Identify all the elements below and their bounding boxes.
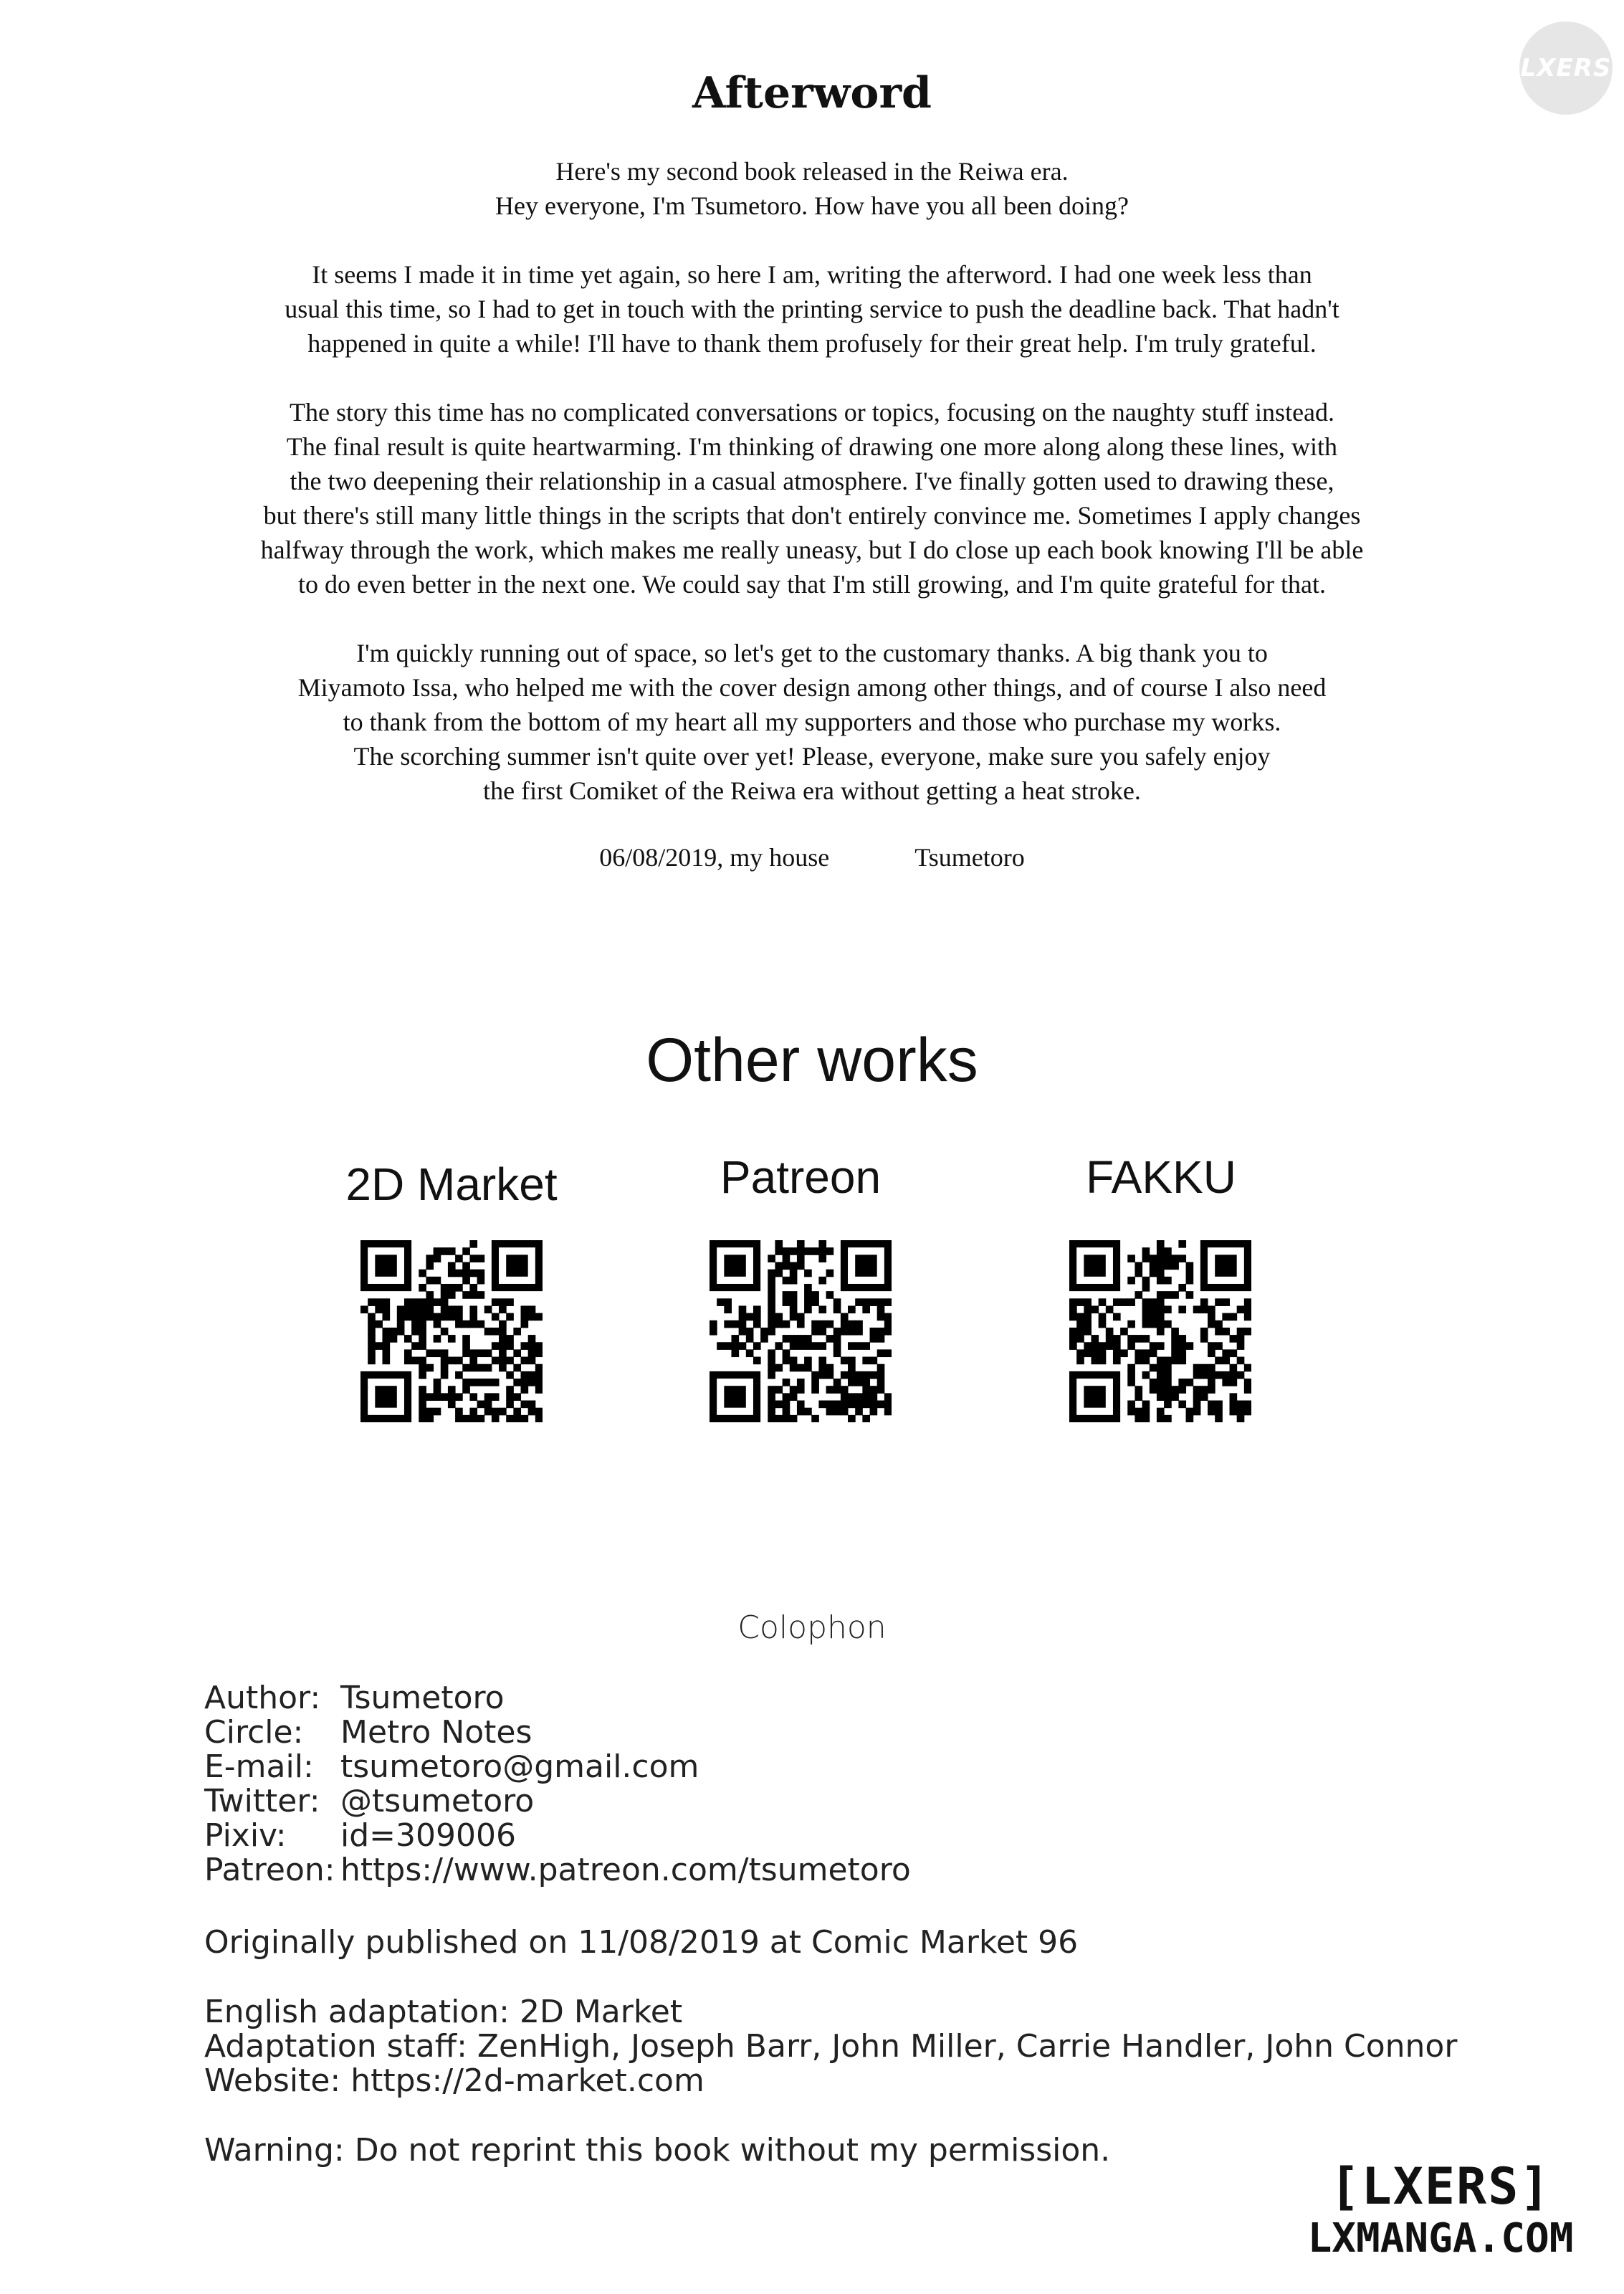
colophon-english-adaptation: English adaptation: 2D Market [204, 1994, 683, 2030]
watermark-logo-text: LXERS [1520, 54, 1612, 82]
text-line: happened in quite a while! I'll have to thank them profusely for their great help. I'm truly grateful. [307, 329, 1317, 358]
text-line: Miyamoto Issa, who helped me with the cover design among other things, and of course I also need [297, 673, 1327, 702]
text-line: the two deepening their relationship in a casual atmosphere. I've finally gotten used to drawing these, [290, 467, 1334, 495]
info-key: Twitter: [204, 1783, 320, 1819]
watermark-site-line2: LXMANGA.COM [1307, 2215, 1574, 2262]
info-key: Pixiv: [204, 1817, 287, 1854]
info-value: tsumetoro@gmail.com [340, 1748, 699, 1785]
colophon-warning: Warning: Do not reprint this book without my permission. [204, 2132, 1111, 2169]
colophon-row-pixiv [204, 1819, 911, 1853]
text-line: The scorching summer isn't quite over yet! Please, everyone, make sure you safely enjoy [353, 742, 1271, 771]
info-value: @tsumetoro [340, 1783, 535, 1819]
info-value: id=309006 [340, 1817, 516, 1854]
info-value: https://www.patreon.com/tsumetoro [340, 1852, 911, 1888]
info-value: Tsumetoro [340, 1680, 505, 1716]
afterword-signature [0, 842, 1624, 872]
afterword-paragraph [143, 636, 1481, 808]
afterword-body [143, 154, 1481, 842]
text-line: the first Comiket of the Reiwa era without getting a heat stroke. [483, 776, 1141, 805]
colophon-title: Colophon [737, 1609, 887, 1646]
text-line: halfway through the work, which makes me really uneasy, but I do close up each book knowing I'll be able [260, 536, 1364, 564]
colophon-row-patreon [204, 1853, 911, 1888]
colophon-row-author [204, 1681, 911, 1715]
afterword-title: Afterword [692, 68, 932, 118]
work-label-2d-market: 2D Market [345, 1158, 558, 1210]
afterword-paragraph [143, 154, 1481, 223]
info-key: Author: [204, 1680, 321, 1716]
work-label-fakku: FAKKU [1086, 1151, 1236, 1203]
text-line: The final result is quite heartwarming. I'm thinking of drawing one more along along these lines, with [286, 432, 1338, 461]
colophon-adaptation-staff: Adaptation staff: ZenHigh, Joseph Barr, John Miller, Carrie Handler, John Connor [204, 2028, 1458, 2065]
colophon-website: Website: https://2d-market.com [204, 2062, 704, 2099]
text-line: to thank from the bottom of my heart all my supporters and those who purchase my works. [343, 708, 1281, 736]
watermark-site-line1: [LXERS] [1329, 2157, 1552, 2216]
text-line: to do even better in the next one. We could say that I'm still growing, and I'm quite grateful for that. [297, 570, 1327, 599]
colophon-published: Originally published on 11/08/2019 at Comic Market 96 [204, 1924, 1079, 1961]
signature-place: 06/08/2019, my house [599, 843, 830, 872]
watermark-site [1290, 2158, 1591, 2262]
afterword-paragraph [143, 395, 1481, 601]
info-key: E-mail: [204, 1748, 314, 1785]
text-line: but there's still many little things in the scripts that don't entirely convince me. Sometimes I apply changes [263, 501, 1361, 530]
afterword-paragraph [143, 257, 1481, 361]
info-value: Metro Notes [340, 1714, 532, 1751]
text-line: Here's my second book released in the Reiwa era. [555, 157, 1069, 186]
work-label-patreon: Patreon [720, 1151, 882, 1203]
info-key: Circle: [204, 1714, 304, 1751]
text-line: I'm quickly running out of space, so let's get to the customary thanks. A big thank you to [356, 639, 1268, 667]
colophon-row-email [204, 1750, 911, 1784]
colophon-row-circle [204, 1715, 911, 1750]
text-line: It seems I made it in time yet again, so here I am, writing the afterword. I had one week less than [312, 260, 1312, 289]
qr-code-2d-market[interactable] [360, 1240, 543, 1422]
signature-name: Tsumetoro [914, 843, 1025, 872]
text-line: Hey everyone, I'm Tsumetoro. How have you all been doing? [495, 191, 1129, 220]
other-works-title: Other works [646, 1026, 978, 1095]
qr-code-fakku[interactable] [1069, 1240, 1251, 1422]
text-line: The story this time has no complicated conversations or topics, focusing on the naughty stuff instead. [289, 398, 1335, 427]
info-key: Patreon: [204, 1852, 335, 1888]
colophon-row-twitter [204, 1784, 911, 1819]
text-line: usual this time, so I had to get in touch with the printing service to push the deadline back. That hadn't [285, 295, 1339, 323]
colophon-info [204, 1681, 911, 1888]
qr-code-patreon[interactable] [710, 1240, 892, 1422]
